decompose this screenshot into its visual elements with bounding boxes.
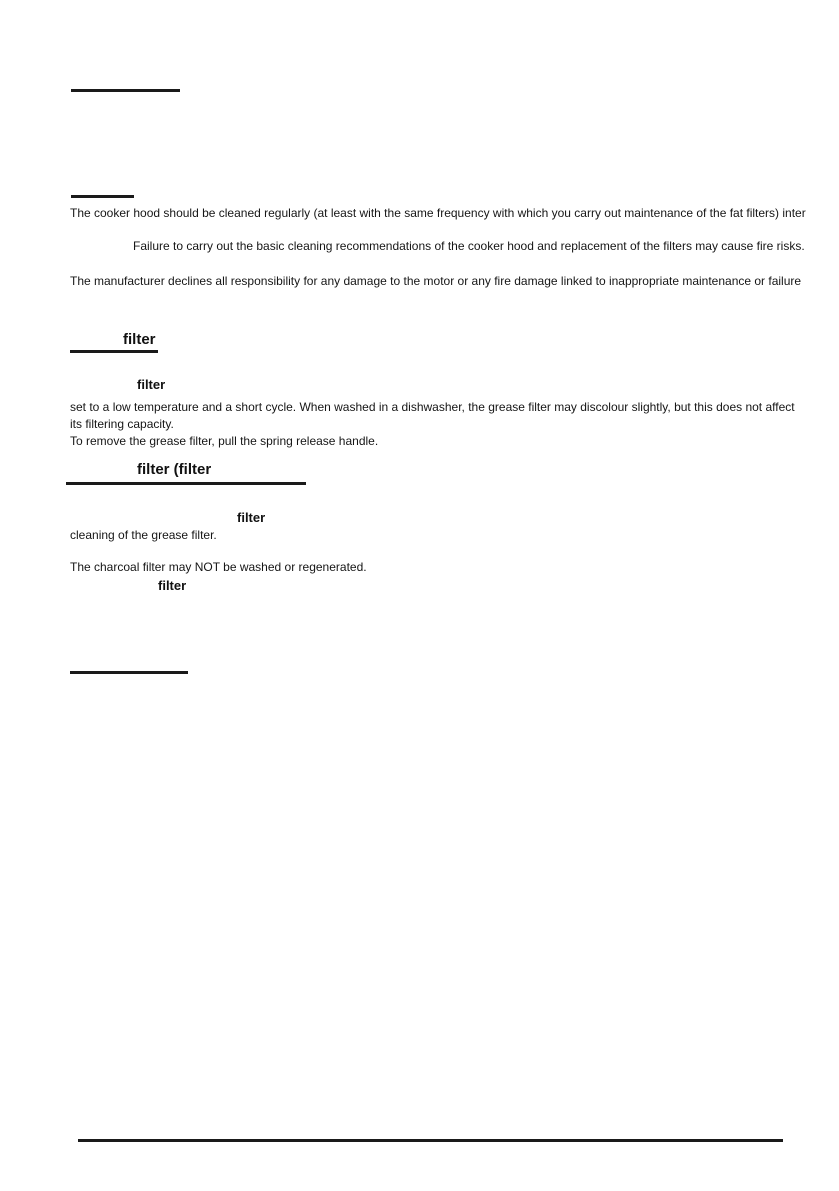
footer-rule — [78, 1139, 783, 1142]
intro-line-2: Failure to carry out the basic cleaning recommendations of the cooker hood and replacement of the filters may cause fire risks. — [133, 239, 805, 253]
grease-filter-heading-word: filter — [123, 331, 156, 348]
charcoal-filter-lead-word: filter — [237, 510, 266, 525]
grease-filter-line-1: set to a low temperature and a short cycle. When washed in a dishwasher, the grease filter may discolour slightly, but this does not affect — [70, 400, 795, 414]
grease-filter-heading-rule — [70, 350, 158, 353]
grease-filter-line-3: To remove the grease filter, pull the spring release handle. — [70, 434, 379, 448]
grease-filter-lead-word: filter — [137, 377, 166, 392]
section-heading-rule-2 — [71, 195, 134, 198]
intro-line-3: The manufacturer declines all responsibility for any damage to the motor or any fire damage linked to inappropriate maintenance or failure — [70, 274, 802, 288]
charcoal-filter-line-1: cleaning of the grease filter. — [70, 528, 217, 542]
intro-line-1: The cooker hood should be cleaned regularly (at least with the same frequency with which you carry out maintenance of the fat filters) inter — [70, 206, 806, 220]
section-heading-rule-3 — [70, 671, 188, 674]
section-heading-rule-1 — [71, 89, 180, 92]
charcoal-filter-heading-word: filter (filter — [137, 461, 212, 478]
charcoal-filter-line-2: The charcoal filter may NOT be washed or regenerated. — [70, 560, 367, 574]
charcoal-filter-heading-rule — [66, 482, 306, 485]
grease-filter-line-2: its filtering capacity. — [70, 417, 174, 431]
charcoal-filter-trail-word: filter — [158, 578, 187, 593]
